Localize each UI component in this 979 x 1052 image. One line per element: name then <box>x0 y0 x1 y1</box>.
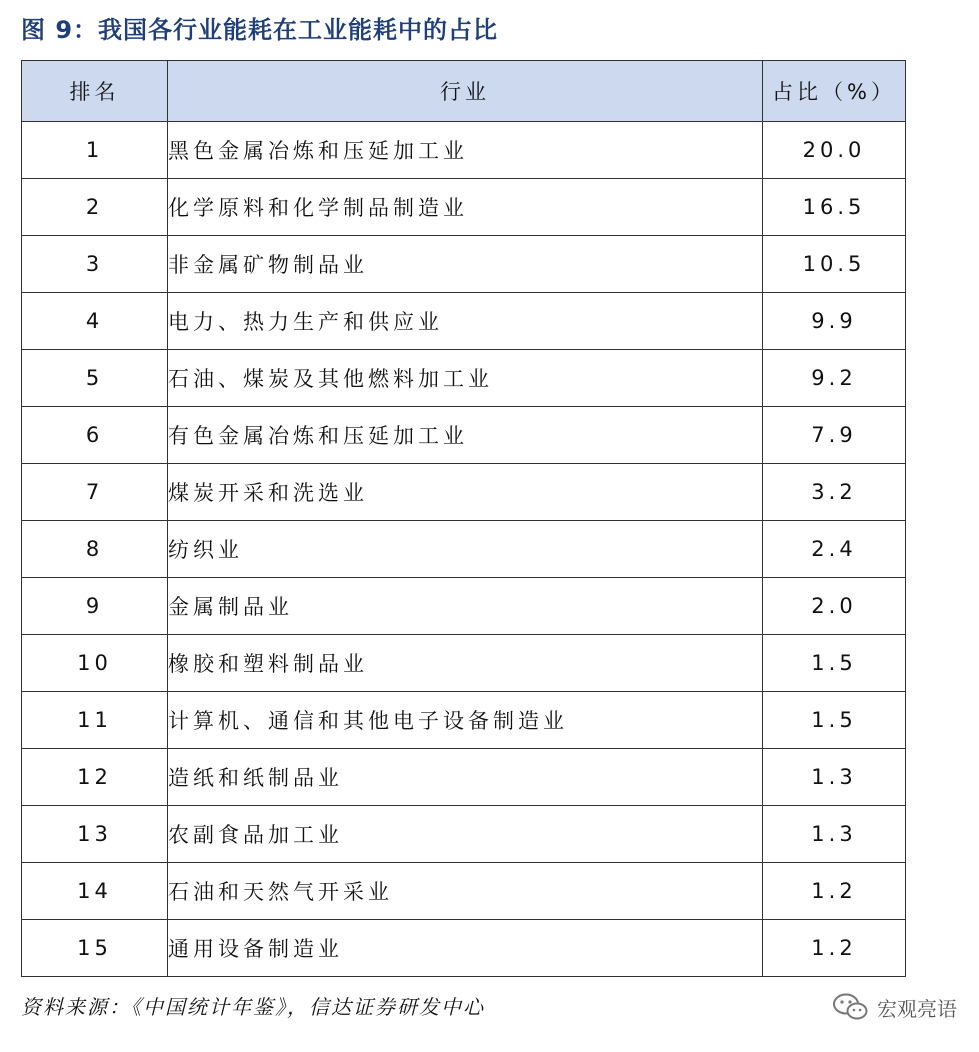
industry-cell: 煤炭开采和洗选业 <box>168 464 763 521</box>
watermark <box>831 990 957 1024</box>
share-cell: 3.2 <box>763 464 906 521</box>
rank-cell: 9 <box>22 578 168 635</box>
industry-cell: 石油和天然气开采业 <box>168 863 763 920</box>
share-cell: 20.0 <box>763 122 906 179</box>
industry-cell: 黑色金属冶炼和压延加工业 <box>168 122 763 179</box>
industry-cell: 橡胶和塑料制品业 <box>168 635 763 692</box>
table-header-row <box>22 61 906 122</box>
share-cell: 1.2 <box>763 863 906 920</box>
rank-cell: 10 <box>22 635 168 692</box>
industry-cell: 造纸和纸制品业 <box>168 749 763 806</box>
table-row <box>22 920 906 977</box>
table-row <box>22 407 906 464</box>
industry-cell: 石油、煤炭及其他燃料加工业 <box>168 350 763 407</box>
header-rank: 排名 <box>22 61 168 122</box>
rank-cell: 5 <box>22 350 168 407</box>
table-row <box>22 578 906 635</box>
rank-cell: 12 <box>22 749 168 806</box>
rank-cell: 8 <box>22 521 168 578</box>
rank-cell: 11 <box>22 692 168 749</box>
industry-cell: 纺织业 <box>168 521 763 578</box>
share-cell: 1.2 <box>763 920 906 977</box>
rank-cell: 4 <box>22 293 168 350</box>
table-row <box>22 806 906 863</box>
industry-cell: 计算机、通信和其他电子设备制造业 <box>168 692 763 749</box>
share-cell: 2.4 <box>763 521 906 578</box>
rank-cell: 6 <box>22 407 168 464</box>
share-cell: 1.3 <box>763 806 906 863</box>
rank-cell: 2 <box>22 179 168 236</box>
wechat-icon <box>831 992 869 1022</box>
share-cell: 16.5 <box>763 179 906 236</box>
share-cell: 10.5 <box>763 236 906 293</box>
rank-cell: 14 <box>22 863 168 920</box>
table-row <box>22 692 906 749</box>
share-cell: 1.5 <box>763 635 906 692</box>
industry-cell: 农副食品加工业 <box>168 806 763 863</box>
rank-cell: 1 <box>22 122 168 179</box>
industry-cell: 化学原料和化学制品制造业 <box>168 179 763 236</box>
share-cell: 7.9 <box>763 407 906 464</box>
share-cell: 9.2 <box>763 350 906 407</box>
industry-cell: 有色金属冶炼和压延加工业 <box>168 407 763 464</box>
industry-cell: 金属制品业 <box>168 578 763 635</box>
energy-share-table <box>21 60 906 977</box>
table-row <box>22 521 906 578</box>
rank-cell: 3 <box>22 236 168 293</box>
rank-cell: 7 <box>22 464 168 521</box>
table-row <box>22 350 906 407</box>
rank-cell: 13 <box>22 806 168 863</box>
table-row <box>22 122 906 179</box>
industry-cell: 非金属矿物制品业 <box>168 236 763 293</box>
industry-cell: 电力、热力生产和供应业 <box>168 293 763 350</box>
share-cell: 1.5 <box>763 692 906 749</box>
share-cell: 9.9 <box>763 293 906 350</box>
table-body <box>22 122 906 977</box>
table-row <box>22 236 906 293</box>
table-row <box>22 863 906 920</box>
share-cell: 1.3 <box>763 749 906 806</box>
rank-cell: 15 <box>22 920 168 977</box>
table-row <box>22 293 906 350</box>
table-row <box>22 464 906 521</box>
header-share: 占比（%） <box>763 61 906 122</box>
table-row <box>22 749 906 806</box>
header-industry: 行业 <box>168 61 763 122</box>
figure-title: 图 9：我国各行业能耗在工业能耗中的占比 <box>21 16 499 44</box>
share-cell: 2.0 <box>763 578 906 635</box>
table-row <box>22 635 906 692</box>
industry-cell: 通用设备制造业 <box>168 920 763 977</box>
source-note: 资料来源：《中国统计年鉴》，信达证券研发中心 <box>21 995 485 1019</box>
watermark-text: 宏观亮语 <box>877 996 957 1021</box>
table-row <box>22 179 906 236</box>
